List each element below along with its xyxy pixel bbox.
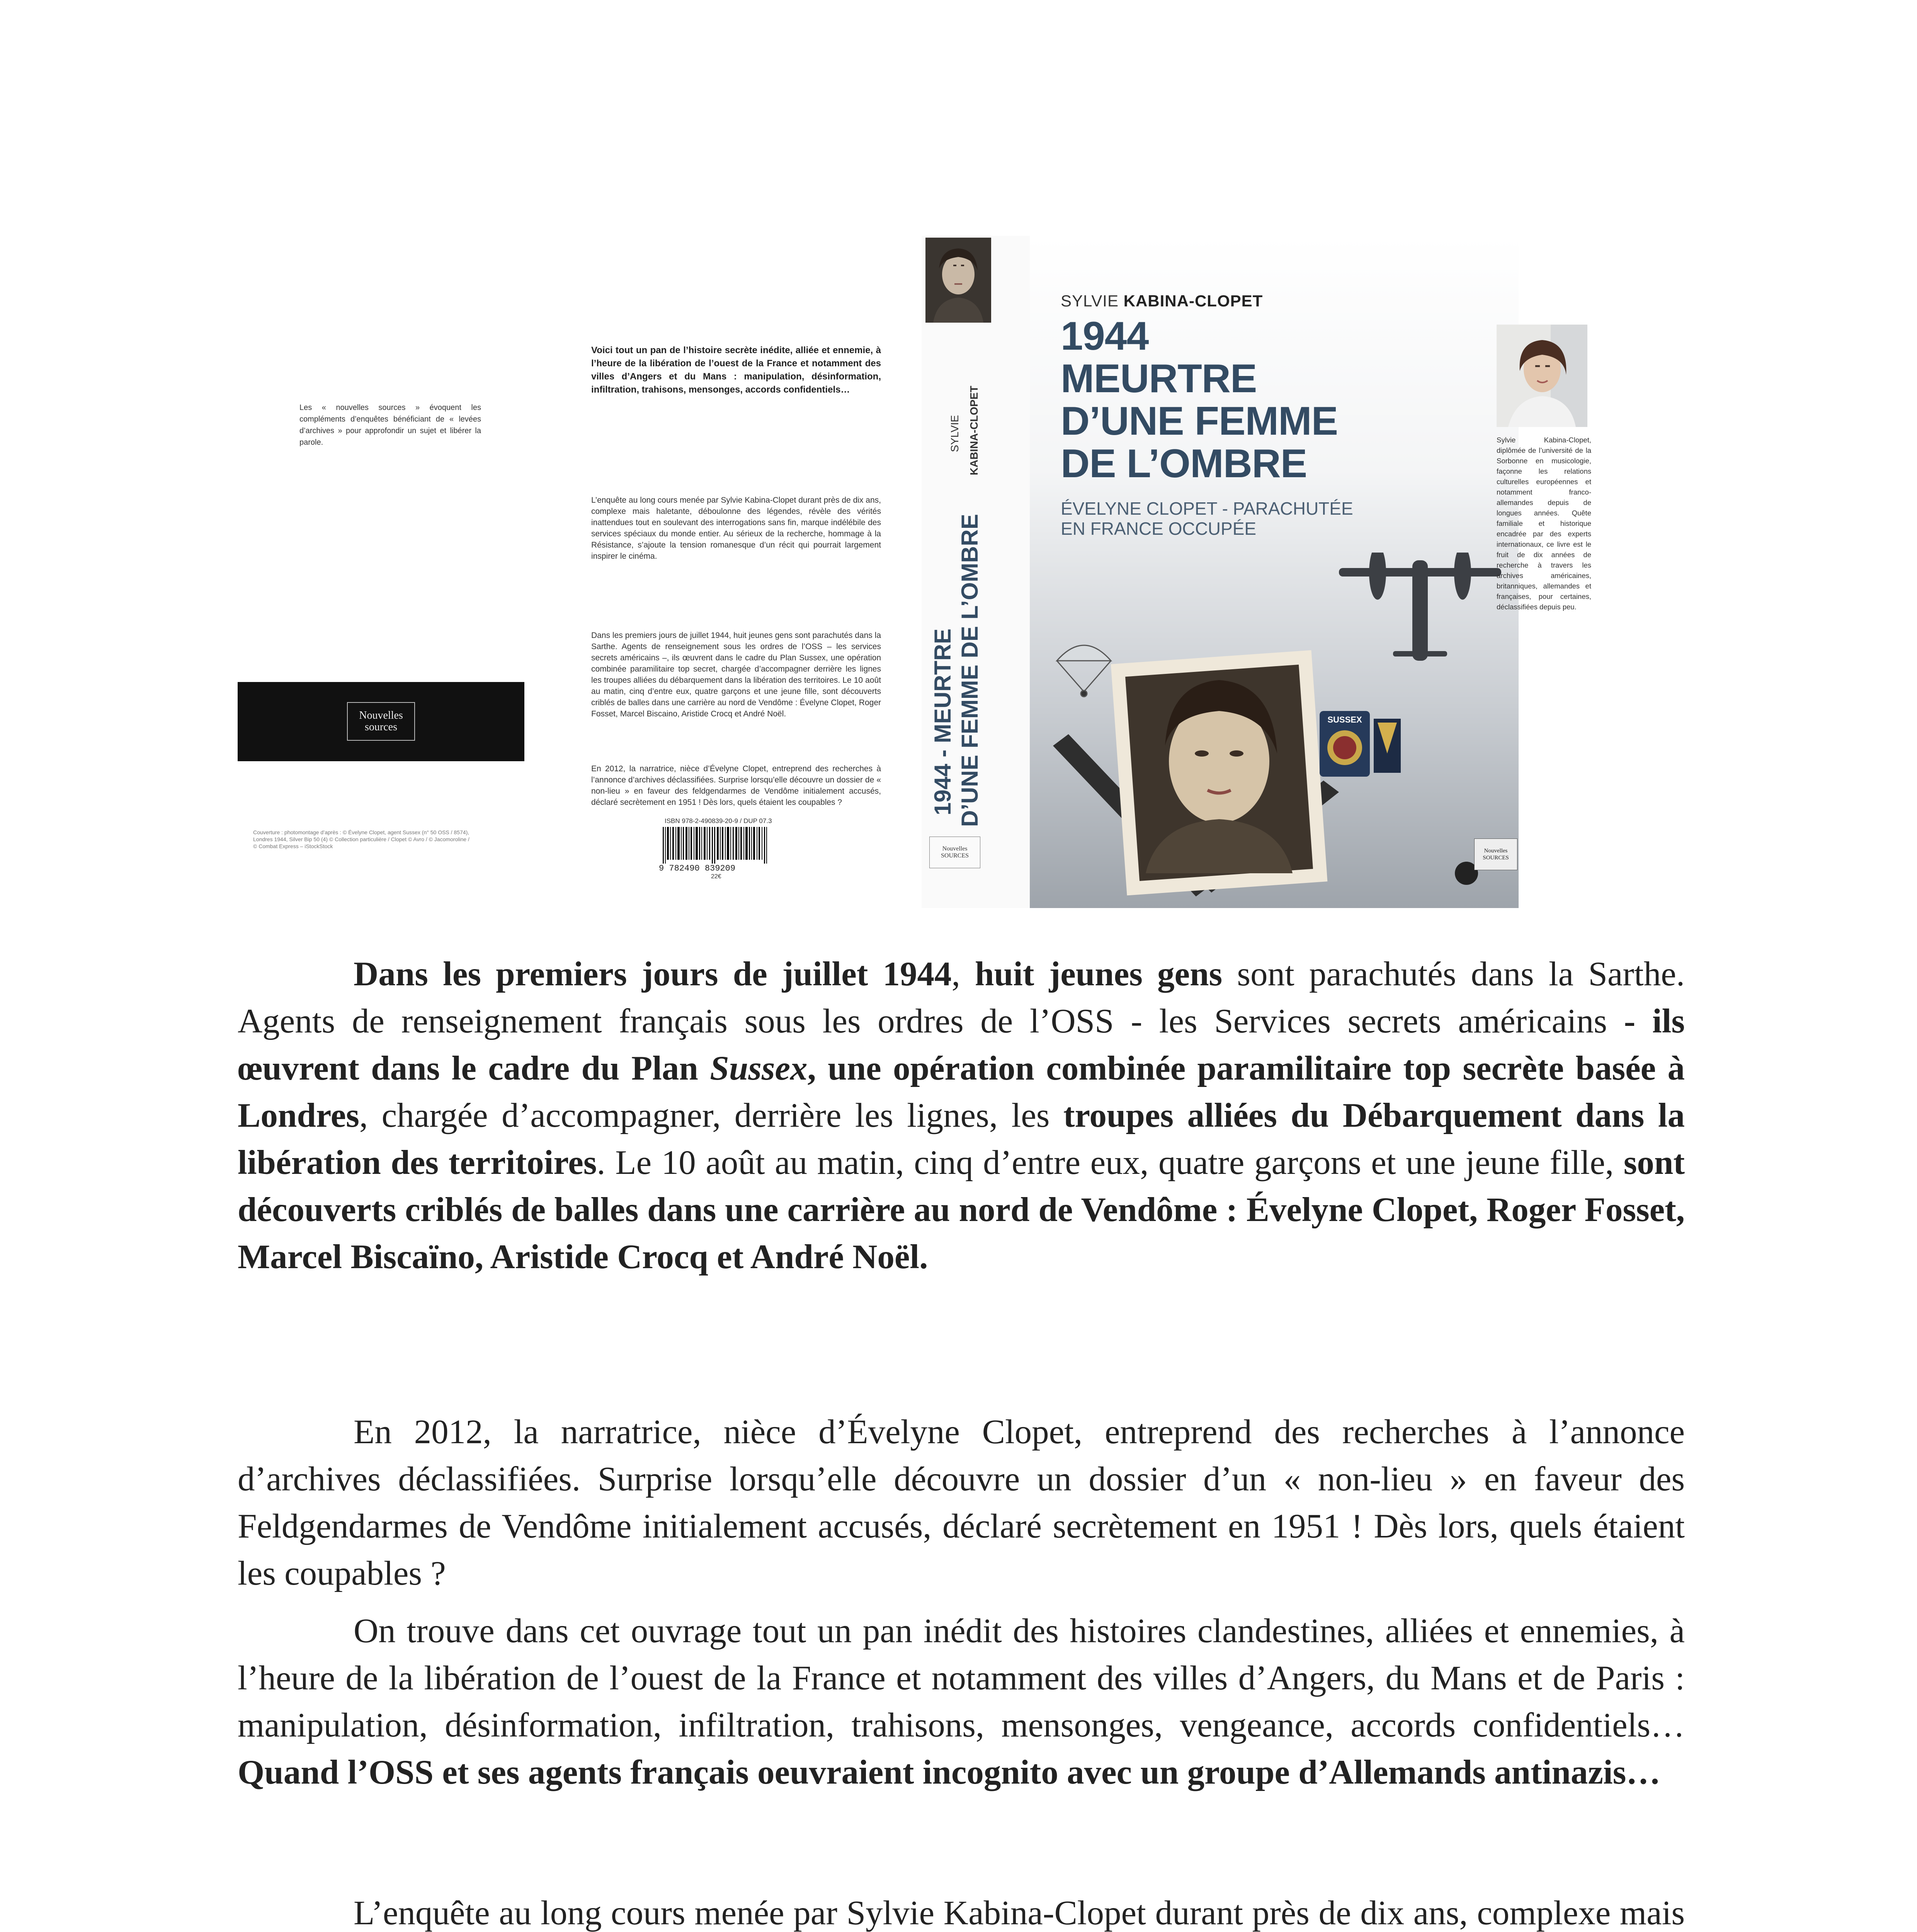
paragraph-3 [238,1607,1685,1796]
p3-bold-b: Quand l’OSS et ses agents français oeuvraient incognito avec un groupe d’Allemands antinazis… [238,1753,1661,1791]
barcode-icon [663,827,771,864]
p1-bold-i: troupes alliées du Débarquement dans la libération des territoires [238,1097,1685,1182]
p1-bold-g: , une opération combinée paramilitaire top secrète basée à Londres [238,1049,1685,1134]
front-publisher-line1: Nouvelles [1484,848,1508,854]
p3-text-a: On trouve dans cet ouvrage tout un pan inédit des histoires clandestines, alliées et ennemies, à l’heure de la libération de l’ouest de la France et notamment des villes d’Angers, du Mans et de Paris : manipulation, désinformation, infiltration, trahisons, mensonges, vengeance, accords confidentiels… [238,1612,1685,1744]
p1-bold-c: huit jeunes gens [975,955,1223,993]
p1-italic-f: Sussex [710,1049,808,1087]
isbn-label: ISBN 978-2-490839-20-9 / DUP 07.3 [665,817,772,825]
back-flap-text: Les « nouvelles sources » évoquent les compléments d’enquêtes bénéficiant de « levées d’archives » pour approfondir un sujet et libérer la parole. [299,403,481,447]
publisher-logo-line2: sources [365,721,397,733]
spine-author-first: SYLVIE [949,415,961,452]
paragraph-1 [238,951,1685,1281]
front-author [1061,292,1263,310]
spine-portrait-photo [925,238,991,323]
back-cover-paragraph: L’enquête au long cours menée par Sylvie Kabina-Clopet durant près de dix ans, complexe mais haletante, déboulonne des légendes, révèle des vérités inattendues tout en soulevant des interrogations sans fin, marque indélébile des services spéciaux du monde entier. Au sérieux de la recherche, hommage à la Résistance, s’ajoute la tension romanesque d’un récit qui pourrait largement inspirer le cinéma. [591,496,881,561]
front-title-line1: 1944 [1061,314,1149,359]
publisher-block [238,682,524,761]
front-subtitle-line2: EN FRANCE OCCUPÉE [1061,519,1257,539]
front-author-last: KABINA-CLOPET [1123,292,1263,310]
spine-author-last: KABINA-CLOPET [968,386,980,475]
p1-bold-a: Dans les premiers jours de juillet 1944 [354,955,952,993]
p1-text-h: , chargée d’accompagner, derrière les lignes, les [359,1097,1063,1134]
plane-icon [1339,553,1501,661]
p1-text-b: , [951,955,975,993]
front-title-line3: D’UNE FEMME [1061,399,1338,444]
front-subtitle-line1: ÉVELYNE CLOPET - PARACHUTÉE [1061,498,1353,519]
front-publisher-logo [1474,838,1517,870]
p2-text: En 2012, la narratrice, nièce d’Évelyne Clopet, entreprend des recherches à l’annonce d’archives déclassifiées. Surprise lorsqu’elle découvre un dossier d’un « non-lieu » en faveur des Feldgendarmes de Vendôme initialement accusés, déclaré secrètement en 1951 ! Dès lors, quels étaient les coupables ? [238,1413,1685,1592]
author-photo [1497,325,1587,427]
price-label: 22€ [711,873,721,880]
portrait-photo [1111,650,1328,896]
back-cover-paragraph: Dans les premiers jours de juillet 1944, huit jeunes gens sont parachutés dans la Sarthe. Agents de renseignement sous les ordres de l’OSS – les services secrets américains –, ils œuvrent dans le cadre du Plan Sussex, une opération combinée paramilitaire top secret, chargée d’accompagner derrière les lignes les troupes alliées du débarquement dans la libération des territoires. Le 10 août au matin, cinq d’entre eux, quatre garçons et une jeune fille, sont découverts criblés de balles dans une carrière au nord de Vendôme : Évelyne Clopet, Roger Fosset, Marcel Biscaino, Aristide Crocq et André Noël. [591,631,881,718]
spine-publisher-line2: SOURCES [941,852,969,859]
isbn-number: 9 782490 839209 [659,864,736,873]
spine-title-line1: 1944 - MEURTRE [930,628,956,815]
p4-text: L’enquête au long cours menée par Sylvie Kabina-Clopet durant près de dix ans, complexe mais [354,1894,1685,1932]
spine-publisher-logo [929,837,980,868]
p1-text-d: sont parachutés dans la Sarthe. Agents de renseignement français sous les ordres de l’OSS - les Services secrets américains [238,955,1685,1040]
front-title-line2: MEURTRE [1061,356,1257,401]
cover-artwork [1045,553,1509,900]
paragraph-2 [238,1408,1685,1597]
front-flap-bio: Sylvie Kabina-Clopet, diplômée de l’université de la Sorbonne en musicologie, façonne les relations culturelles européennes et notamment franco-allemandes depuis de longues années. Quête familiale et historique encadrée par des experts internationaux, ce livre est le fruit de dix années de recherche à travers les archives américaines, britanniques, allemandes et françaises, pour certaines, déclassifiées depuis peu. [1497,436,1591,611]
badge-text: SUSSEX [1327,715,1362,724]
sussex-badge-icon [1320,711,1401,777]
p1-bold-k: sont découverts criblés de balles dans une carrière au nord de Vendôme : Évelyne Clopet, Roger Fosset, Marcel Biscaïno, Aristide Crocq et André Noël. [238,1144,1685,1276]
book-cover-spread [238,236,1737,908]
paragraph-4 [238,1889,1685,1932]
front-publisher-line2: SOURCES [1483,855,1509,861]
p1-bold-e: - ils œuvrent dans le cadre du Plan [238,1002,1685,1087]
back-cover-paragraph: En 2012, la narratrice, nièce d’Évelyne Clopet, entreprend des recherches à l’annonce d’archives déclassifiées. Surprise lorsqu’elle découvre un dossier de « non-lieu » en faveur des feldgendarmes de Vendôme initialement accusés, déclaré secrètement en 1951 ! Dès lors, quels étaient les coupables ? [591,764,881,807]
publisher-logo-line1: Nouvelles [359,709,403,721]
spine-title-line2: D’UNE FEMME DE L’OMBRE [957,514,983,827]
p1-text-j: . Le 10 août au matin, cinq d’entre eux, quatre garçons et une jeune fille, [597,1144,1624,1182]
publisher-logo [347,702,415,741]
spine-publisher-line1: Nouvelles [942,845,968,852]
front-title-line4: DE L’OMBRE [1061,441,1307,486]
cover-credits: Couverture : photomontage d’après : © Évelyne Clopet, agent Sussex (n° 50 OSS / 8574), Londres 1944, Silver Bip 50 (4) © Collection particulière / Clopet © Avro / © Jacomoroline / © Combat Express – iStockStock [253,829,469,849]
back-cover-pitch: Voici tout un pan de l’histoire secrète inédite, alliée et ennemie, à l’heure de la libération de l’ouest de la France et notamment des villes d’Angers et du Mans : manipulation, désinformation, infiltration, trahisons, mensonges, accords confidentiels… [591,345,881,395]
front-author-first: SYLVIE [1061,292,1124,310]
